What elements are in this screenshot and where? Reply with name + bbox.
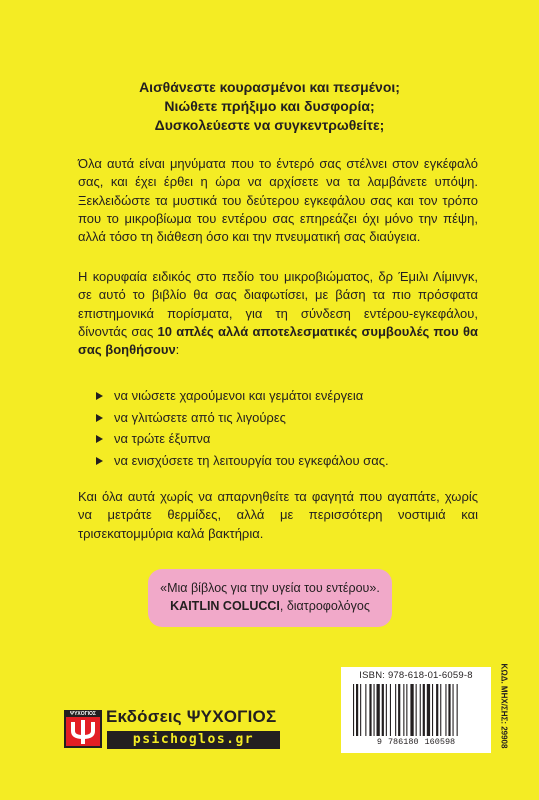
review-quote-text: «Μια βίβλος για την υγεία του εντέρου». xyxy=(160,581,380,595)
list-item xyxy=(96,428,476,450)
author-paragraph xyxy=(78,268,478,359)
product-code-text: ΚΩΔ. ΜΗΧ/ΣΗΣ: 29908 xyxy=(499,663,509,749)
list-item xyxy=(96,450,476,472)
author-paragraph-text: Η κορυφαία ειδικός στο πεδίο του μικροβιώματος, δρ Έμιλι Λίμινγκ, σε αυτό το βιβλίο θα σας διαφωτίσει, με βάση τα πιο πρόσφατα επιστημονικά πορίσματα, για τη σύνδεση εντέρου-εγκεφάλου, δίνοντάς σας xyxy=(78,269,478,339)
headline-questions xyxy=(0,78,539,135)
intro-paragraph: Όλα αυτά είναι μηνύματα που το έντερό σας στέλνει στον εγκέφαλό σας, και έχει έρθει η ώρα να αρχίσετε να τα λαμβάνετε υπόψη. Ξεκλειδώστε τα μυστικά του δεύτερου εγκεφάλου σας και τον τρόπο που το μικροβίωμα του εντέρου σας επηρεάζει όχι μόνο την πέψη, αλλά τόσο τη διάθεση όσο και την πνευματική σας διαύγεια. xyxy=(78,156,478,245)
headline-line: Αισθάνεστε κουρασμένοι και πεσμένοι; xyxy=(139,79,400,95)
headline-line: Νιώθετε πρήξιμο και δυσφορία; xyxy=(164,98,375,114)
headline-line: Δυσκολεύεστε να συγκεντρωθείτε; xyxy=(154,117,385,133)
triangle-bullet-icon xyxy=(96,457,103,465)
review-author: KAITLIN COLUCCI xyxy=(170,599,280,613)
benefits-list xyxy=(96,385,476,471)
barcode-digits xyxy=(341,737,491,747)
isbn-text: ISBN: 978-618-01-6059-8 xyxy=(359,670,473,681)
list-item-text: να νιώσετε χαρούμενοι και γεμάτοι ενέργεια xyxy=(114,388,364,403)
review-attribution xyxy=(148,597,392,615)
psi-icon xyxy=(70,719,96,745)
list-item xyxy=(96,407,476,429)
isbn-barcode xyxy=(341,667,491,753)
triangle-bullet-icon xyxy=(96,435,103,443)
author-paragraph-end: : xyxy=(175,342,180,358)
barcode-bars-icon xyxy=(353,684,479,736)
list-item-text: να γλιτώσετε από τις λιγούρες xyxy=(114,409,286,425)
logo-icon-label: ΨΥΧΟΓΙΟΣ xyxy=(66,711,100,717)
barcode-digit-group: 9 xyxy=(376,737,382,747)
triangle-bullet-icon xyxy=(96,392,103,400)
list-item xyxy=(96,385,476,407)
author-paragraph-bold: 10 απλές αλλά αποτελεσματικές συμβουλές που θα σας βοηθήσουν xyxy=(78,323,478,358)
publisher-name: Εκδόσεις ΨΥΧΟΓΙΟΣ xyxy=(106,707,277,726)
publisher-psi-logo-icon xyxy=(64,710,102,748)
barcode-digit-group: 786180 xyxy=(387,737,419,747)
closing-paragraph: Και όλα αυτά χωρίς να απαρνηθείτε τα φαγητά που αγαπάτε, χωρίς να μετράτε θερμίδες, αλλά με περισσότερη νοστιμιά και τρισεκατομμύρια καλά βακτήρια. xyxy=(78,489,478,541)
review-quote-box xyxy=(148,569,392,627)
list-item-text: να ενισχύσετε τη λειτουργία του εγκεφάλου σας. xyxy=(114,452,389,468)
review-author-role: , διατροφολόγος xyxy=(279,599,370,613)
product-code xyxy=(497,660,511,752)
publisher-url: psichoglos.gr xyxy=(107,731,280,749)
list-item-text: να τρώτε έξυπνα xyxy=(114,431,211,446)
barcode-digit-group: 160598 xyxy=(424,737,456,747)
triangle-bullet-icon xyxy=(96,414,103,422)
